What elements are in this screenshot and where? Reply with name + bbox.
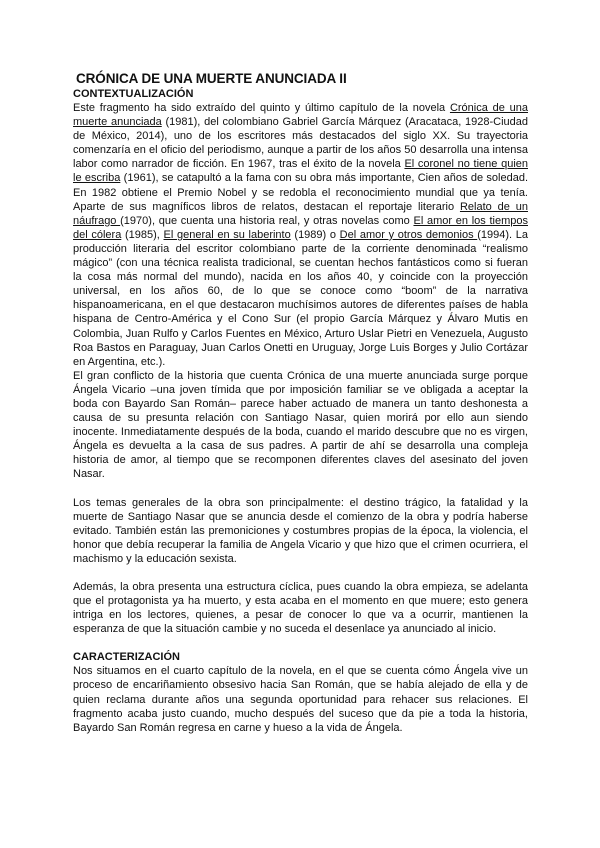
text-span: (1989) o	[290, 228, 340, 241]
text-span: (1985),	[121, 228, 164, 241]
paragraph-context-2: El gran conflicto de la historia que cuenta Crónica de una muerte anunciada surge porque Ángela Vicario –una joven tímida que por imposición familiar se ve obligada a aceptar la boda con Bayardo San Román– parece haber actuado de manera un tanto deshonesta a causa de su presunta relación con Santiago Nasar, quien morirá por ello aun siendo inocente. Inmediatamente después de la boda, cuando el marido descubre que no es virgen, Ángela es devuelta a la casa de sus padres. A partir de ahí se desarrolla una compleja historia de amor, al tiempo que se recomponen diferentes claves del asesinato del joven Nasar.	[73, 369, 528, 481]
heading-caracterizacion: CARACTERIZACIÓN	[73, 651, 180, 664]
paragraph-gap	[73, 482, 528, 496]
book-title-laberinto: El general en su laberinto	[163, 228, 291, 241]
book-title-coronel: El coronel no tiene quien le escriba	[73, 158, 528, 185]
heading-contextualizacion: CONTEXTUALIZACIÓN	[73, 88, 194, 100]
paragraph-context-1	[73, 101, 528, 369]
text-span: Este fragmento ha sido extraído del quinto y último capítulo de la novela	[73, 102, 450, 114]
text-span: (1970), que cuenta una historia real, y otras novelas como	[120, 214, 414, 227]
paragraph-gap	[73, 636, 528, 650]
text-span: (1994). La producción literaria del escritor colombiano parte de la corriente denominada “realismo mágico” (con una técnica realista tradicional, se cuentan hechos fantásticos como si fueran la cosa más normal del mundo), nacida en los años 40, y coincide con la proyección universal, en los años 60, de lo que se conoce como “boom” de la narrativa hispanoamericana, en el que destacaron muchísimos autores de diferentes países de habla hispana de Centro-América y el Cono Sur (el propio García Márquez y Álvaro Mutis en Colombia, Juan Rulfo y Carlos Fuentes en México, Arturo Uslar Pietri en Venezuela, Augusto Roa Bastos en Paraguay, Juan Carlos Onetti en Uruguay, Jorge Luis Borges y Julio Cortázar en Argentina, etc.).	[73, 228, 529, 368]
book-title-cronica: Crónica de una muerte anunciada	[73, 102, 528, 129]
book-title-demonios: Del amor y otros demonios	[339, 228, 478, 241]
paragraph-context-4: Además, la obra presenta una estructura cíclica, pues cuando la obra empieza, se adelanta que el protagonista ya ha muerto, y esta acaba en el momento en que muere; esto genera intriga en los lectores, quienes, a pesar de conocer lo que va a ocurrir, mantienen la esperanza de que la situación cambie y no suceda el desenlace ya anunciado al inicio.	[73, 581, 528, 636]
document-title: CRÓNICA DE UNA MUERTE ANUNCIADA II	[76, 71, 347, 86]
text-span: (1961), se catapultó a la fama con su obra más importante, Cien años de soledad. En 1982 obtiene el Premio Nobel y se redobla el reconocimiento mundial que ya tenía. Aparte de sus magníficos libros de relatos, destacan el reportaje literario	[73, 172, 528, 213]
paragraph-caracter-1: Nos situamos en el cuarto capítulo de la novela, en el que se cuenta cómo Ángela vive un proceso de encariñamiento obsesivo hacia San Román, que se había alejado de ella y de quien reclama durante años una segunda oportunidad para rehacer sus relaciones. El fragmento acaba justo cuando, mucho después del suceso que da pie a toda la historia, Bayardo San Román regresa en carne y hueso a la vida de Ángela.	[73, 665, 528, 734]
paragraph-gap	[73, 566, 528, 580]
paragraph-context-3: Los temas generales de la obra son principalmente: el destino trágico, la fatalidad y la muerte de Santiago Nasar que se anuncia desde el comienzo de la obra y podría haberse evitado. También están las premoniciones y costumbres propias de la época, la violencia, el honor que debía recuperar la familia de Angela Vicario y que hizo que el crimen ocurriera, el machismo y la educación sexista.	[73, 496, 528, 565]
book-title-colera: El amor en los tiempos del cólera	[73, 214, 528, 241]
text-span: (1981), del colombiano Gabriel García Márquez (Aracataca, 1928-Ciudad de México, 2014), uno de los escritores más destacados del siglo XX. Su trayectoria comenzaría en el oficio del periodismo, aunque a partir de los años 50 desarrolla una intensa labor como narrador de ficción. En 1967, tras el éxito de la novela	[73, 116, 528, 171]
book-title-naufrago: Relato de un náufrago	[73, 200, 528, 227]
